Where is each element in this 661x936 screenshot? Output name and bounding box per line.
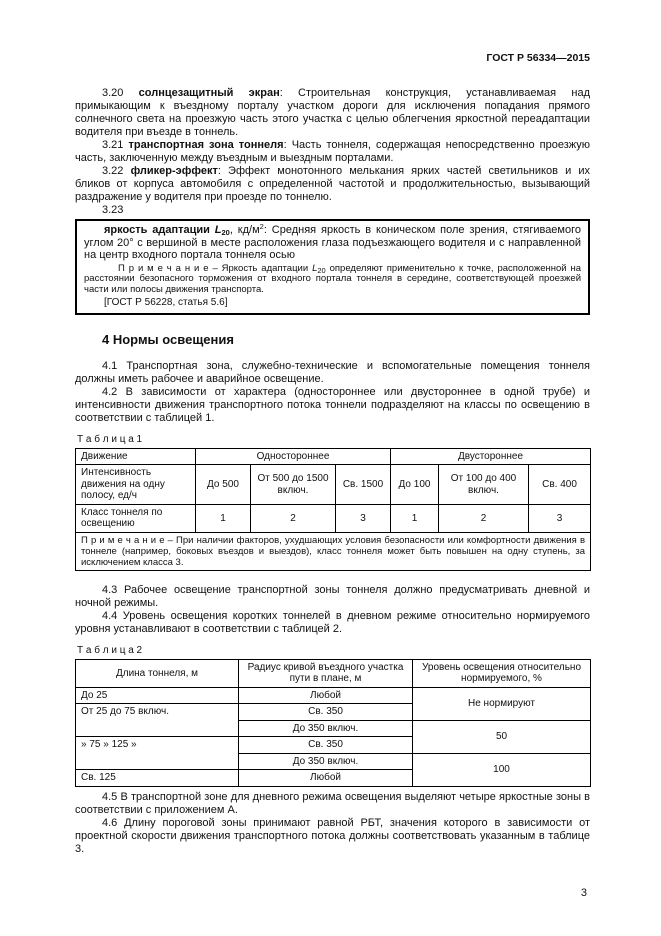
term-definition: : Строительная конструкция, устанавливаемая над примыкающим к въездному порталу участком дороги для исключения попадания прямого солнечного света на проезжую часть этого участка с целью облегчения яркостной переадаптации водителя при въезде в тоннель. (75, 87, 590, 138)
table-2-header-row (76, 659, 591, 687)
term-name: фликер-эффект (130, 165, 218, 177)
luminance-symbol: L (312, 262, 318, 274)
unit-superscript: 2 (259, 222, 264, 231)
table-cell: Св. 350 (239, 704, 413, 721)
table-cell: Св. 125 (76, 770, 239, 787)
table-cell: Не нормируют (413, 687, 591, 720)
paragraph-4-4: 4.4 Уровень освещения коротких тоннелей в дневном режиме относительно нормируемого уровня устанавливают в соответствии с таблицей 2. (75, 609, 590, 635)
term-name: солнцезащитный экран (138, 87, 280, 99)
table-1 (75, 448, 591, 571)
table-cell: Св. 1500 (336, 465, 391, 505)
table-row (76, 687, 591, 704)
luminance-symbol: $L_{20}$ (214, 224, 230, 237)
paragraph-4-3: 4.3 Рабочее освещение транспортной зоны тоннеля должно предусматривать дневной и ночной режимы. (75, 583, 590, 609)
table-cell: 100 (413, 753, 591, 786)
table-cell: 2 (439, 504, 529, 532)
table-1-col-oneway: Одностороннее (196, 448, 391, 465)
definition-text (84, 224, 581, 262)
table-1-label: Т а б л и ц а 1 (77, 433, 143, 445)
definition-note (84, 264, 581, 296)
clause-number: 3.22 (102, 165, 124, 177)
table-2-header-length: Длина тоннеля, м (76, 659, 239, 687)
table-1-header-row (76, 448, 591, 465)
table-cell: Св. 350 (239, 737, 413, 754)
symbol-subscript: 20 (317, 265, 326, 275)
note-lead: – Яркость адаптации (208, 262, 313, 274)
table-2-header-radius: Радиус кривой въездного участка пути в плане, м (239, 659, 413, 687)
paragraph-4-1: 4.1 Транспортная зона, служебно-технические и вспомогательные помещения тоннеля должны иметь рабочее и аварийное освещение. (75, 359, 590, 385)
paragraph-3-21 (75, 139, 590, 165)
paragraph-3-22 (75, 165, 590, 204)
clause-number: 3.20 (102, 87, 124, 99)
paragraph-3-20 (75, 87, 590, 139)
table-cell: До 100 (391, 465, 439, 505)
definition-box (75, 219, 590, 315)
table-2 (75, 659, 591, 787)
definition-body: : Средняя яркость в коническом поле зрения, стягиваемого углом 20° с вершиной в месте расположения глаза подъезжающего водителя и с направленной на центр входного портала тоннеля осью (84, 224, 581, 261)
table-cell: До 350 включ. (239, 720, 413, 737)
table-1-col-movement: Движение (76, 448, 196, 465)
table-1-intensity-label: Интенсивность движения на одну полосу, ед/ч (76, 465, 196, 505)
term-definition: : Часть тоннеля, содержащая непосредственно проезжую часть, заключенную между въездным и выездным порталами. (75, 139, 591, 164)
section-heading: 4 Нормы освещения (102, 331, 234, 347)
paragraph-3-23 (75, 204, 590, 217)
definition-source: [ГОСТ Р 56228, статья 5.6] (104, 296, 228, 308)
table-2-header-level: Уровень освещения относительно нормируемого, % (413, 659, 591, 687)
clause-number: 3.23 (102, 204, 124, 216)
term-definition: : Эффект монотонного мелькания ярких частей светильников и их бликов от корпуса автомобиля с определенной частотой и продолжительностью, вызывающий раздражение у водителя при проезде по тоннелю. (75, 165, 590, 203)
table-1-intensity-row (76, 465, 591, 505)
table-cell: До 25 (76, 687, 239, 704)
note-label: П р и м е ч а н и е (118, 262, 209, 274)
table-cell: Любой (239, 687, 413, 704)
table-cell: До 350 включ. (239, 753, 413, 770)
table-cell: 3 (529, 504, 591, 532)
table-cell: До 500 (196, 465, 251, 505)
paragraph-4-6: 4.6 Длину пороговой зоны принимают равной РБТ, значения которого в зависимости от проектной скорости движения транспортного потока должны соответствовать указанным в таблице 3. (75, 816, 590, 855)
table-cell: Любой (239, 770, 413, 787)
term-name: яркость адаптации (104, 224, 215, 236)
table-2-label: Т а б л и ц а 2 (77, 644, 143, 656)
note-body: определяют применительно к точке, расположенной на расстоянии безопасного торможения от входного портала тоннеля в середине, соответствующей проезжей части или полосы движения транспорта. (84, 262, 582, 296)
table-cell: Св. 400 (529, 465, 591, 505)
table-cell: 50 (413, 720, 591, 753)
clause-number: 3.21 (102, 139, 124, 151)
term-name: транспортная зона тоннеля (128, 139, 284, 151)
table-1-note-row (76, 532, 591, 570)
table-cell: 3 (336, 504, 391, 532)
table-1-col-twoway: Двустороннее (391, 448, 591, 465)
table-cell: 1 (196, 504, 251, 532)
unit-label: , кд/м (229, 224, 260, 236)
table-1-class-label: Класс тоннеля по освещению (76, 504, 196, 532)
paragraph-4-2: 4.2 В зависимости от характера (одностороннее или двустороннее в одной трубе) и интенсивности движения транспортного потока тоннели подразделяют на классы по освещению в соответствии с таблицей 1. (75, 385, 590, 424)
table-cell: От 100 до 400 включ. (439, 465, 529, 505)
table-cell: От 500 до 1500 включ. (251, 465, 336, 505)
table-cell: 1 (391, 504, 439, 532)
doc-header (75, 52, 590, 65)
paragraph-4-5: 4.5 В транспортной зоне для дневного режима освещения выделяют четыре яркостные зоны в соответствии с приложением А. (75, 790, 590, 816)
table-cell: » 75 » 125 » (76, 737, 239, 770)
table-cell: От 25 до 75 включ. (76, 704, 239, 737)
table-cell: 2 (251, 504, 336, 532)
page-number: 3 (580, 887, 587, 899)
table-1-note: П р и м е ч а н и е – При наличии факторов, ухудшающих условия безопасности или комфортности движения в тоннеле (например, боковых въездов и выездов), класс тоннеля может быть повышен на одну ступень, за исключением класса 3. (76, 532, 591, 570)
table-1-class-row (76, 504, 591, 532)
doc-number: ГОСТ Р 56334—2015 (486, 52, 590, 64)
